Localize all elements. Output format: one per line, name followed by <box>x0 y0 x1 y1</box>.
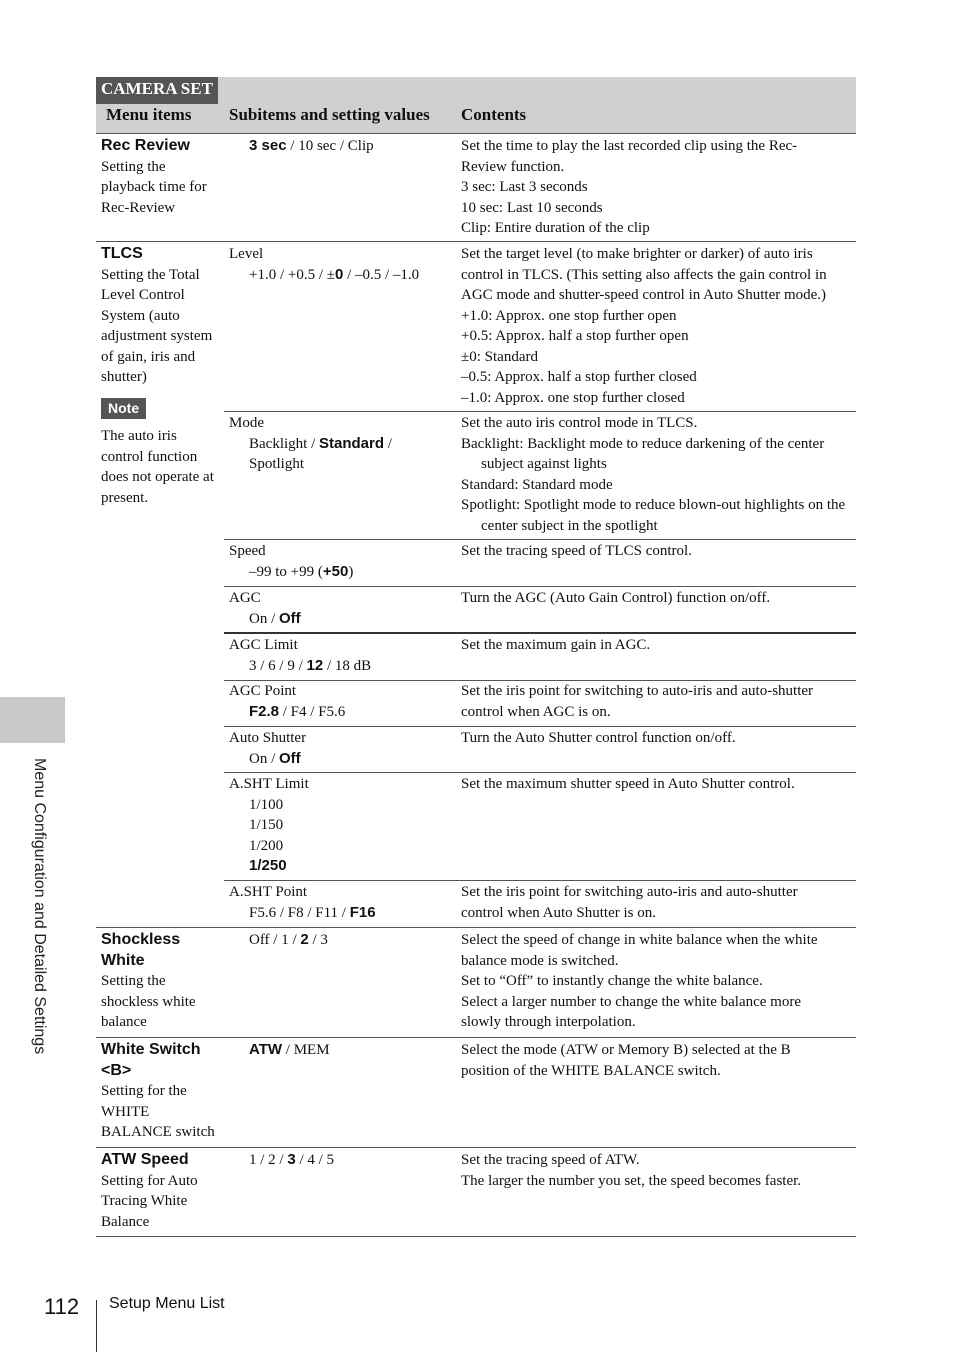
contents-line: Set the iris point for switching auto-iris and auto-shutter <box>461 884 798 900</box>
menu-item-desc: adjustment system <box>101 328 213 344</box>
divider <box>224 726 856 727</box>
subitem-name: AGC Limit <box>229 637 298 653</box>
menu-item-atw-speed <box>101 1150 225 1232</box>
subitem-mode <box>229 413 449 475</box>
contents-line: Review function. <box>461 158 565 175</box>
menu-item-desc: Rec-Review <box>101 199 176 216</box>
contents-line: Standard: Standard mode <box>461 476 613 493</box>
menu-item-desc: playback time for <box>101 179 207 195</box>
settings-table <box>96 77 856 1237</box>
value-options: On / <box>249 610 279 627</box>
divider <box>224 539 856 540</box>
subitem-name: Mode <box>229 415 264 431</box>
divider <box>224 880 856 881</box>
footer-title: Setup Menu List <box>109 1295 225 1312</box>
contents-line: Set the auto iris control mode in TLCS. <box>461 415 698 431</box>
menu-item-desc: System (auto <box>101 307 180 324</box>
note-line: control function <box>101 448 198 465</box>
subitem-agc-point <box>229 681 449 722</box>
menu-item-title: White <box>101 951 145 969</box>
contents-agc: Turn the AGC (Auto Gain Control) function on/off. <box>461 590 771 606</box>
menu-item-desc: Setting the <box>101 973 166 989</box>
subitem-auto-shutter <box>229 728 449 769</box>
menu-item-rec-review <box>101 136 225 218</box>
contents-line: control when Auto Shutter is on. <box>461 904 656 921</box>
value-options: / F4 / F5.6 <box>279 703 346 720</box>
note-line: does not operate at <box>101 469 214 485</box>
value-options: / 4 / 5 <box>295 1152 335 1168</box>
subitem-speed <box>229 541 449 582</box>
value-options: Backlight / <box>249 435 319 452</box>
contents-line: control when AGC is on. <box>461 703 611 720</box>
subitem-level <box>229 244 449 285</box>
menu-item-shockless-white <box>101 930 225 1033</box>
menu-item-desc: of gain, iris and <box>101 348 196 365</box>
menu-item-title: TLCS <box>101 245 143 262</box>
subitem-name: Level <box>229 246 264 262</box>
value-options: / –0.5 / –1.0 <box>343 266 420 283</box>
contents-asht-point <box>461 882 853 923</box>
contents-asht-limit: Set the maximum shutter speed in Auto Shutter control. <box>461 776 795 792</box>
value-options: On / <box>249 750 279 767</box>
contents-line: Set the target level (to make brighter or darker) of auto iris <box>461 246 813 262</box>
default-value: F2.8 <box>249 702 280 720</box>
contents-line: –1.0: Approx. one stop further closed <box>461 389 685 406</box>
side-tab <box>0 697 65 743</box>
menu-item-title: Rec Review <box>101 137 190 154</box>
contents-cell <box>461 1150 853 1191</box>
default-value: 0 <box>335 265 344 283</box>
contents-line: Set the iris point for switching to auto-iris and auto-shutter <box>461 683 814 699</box>
setting-values <box>229 1150 469 1171</box>
menu-item-desc: Setting for Auto <box>101 1172 198 1189</box>
contents-line: Select a larger number to change the white balance more <box>461 993 801 1010</box>
contents-level <box>461 244 853 408</box>
menu-item-white-switch <box>101 1040 225 1143</box>
menu-item-desc: WHITE <box>101 1103 150 1120</box>
divider <box>224 632 856 634</box>
default-value: 2 <box>300 931 309 948</box>
default-value: 12 <box>306 656 324 674</box>
default-value: ATW <box>249 1041 283 1058</box>
menu-item-desc: Balance <box>101 1213 150 1230</box>
subitem-name: Auto Shutter <box>229 730 307 746</box>
contents-line: –0.5: Approx. half a stop further closed <box>461 369 697 385</box>
default-value: 3 <box>287 1151 296 1168</box>
value-option: 1/100 <box>249 796 284 813</box>
contents-line: +1.0: Approx. one stop further open <box>461 307 677 324</box>
contents-line: ±0: Standard <box>461 348 538 365</box>
value-option: 1/150 <box>249 817 284 833</box>
menu-item-title: White Switch <box>101 1041 201 1058</box>
subitem-name: AGC <box>229 590 261 606</box>
contents-line: Set the tracing speed of ATW. <box>461 1152 640 1168</box>
default-value: +50 <box>322 562 349 580</box>
table-row-white-switch <box>96 1037 856 1147</box>
contents-line: control in TLCS. (This setting also affects the gain control in <box>461 266 827 283</box>
setting-values <box>229 136 469 157</box>
contents-speed: Set the tracing speed of TLCS control. <box>461 543 692 559</box>
contents-line: Set to “Off” to instantly change the white balance. <box>461 973 763 989</box>
note-text <box>101 426 225 508</box>
menu-item-desc: shockless white <box>101 993 196 1010</box>
contents-cell <box>461 1040 853 1081</box>
menu-item-desc: Level Control <box>101 287 185 303</box>
contents-agc-point <box>461 681 853 722</box>
note-line: present. <box>101 489 149 506</box>
default-value: F16 <box>349 903 376 921</box>
subitem-asht-point <box>229 882 449 923</box>
value-options: / <box>384 435 392 452</box>
subitem-name: A.SHT Limit <box>229 776 309 792</box>
value-options: / 10 sec / Clip <box>286 138 374 154</box>
table-row-rec-review <box>96 134 856 241</box>
contents-line: 10 sec: Last 10 seconds <box>461 199 603 216</box>
setting-values <box>229 930 469 951</box>
divider <box>224 586 856 587</box>
contents-line: Backlight: Backlight mode to reduce darkening of the center subject against lights <box>461 435 825 472</box>
divider <box>224 772 856 773</box>
contents-line: Select the speed of change in white balance when the white <box>461 932 818 948</box>
divider <box>224 411 856 412</box>
value-options: Spotlight <box>249 456 305 472</box>
menu-item-desc: Tracing White <box>101 1193 188 1209</box>
contents-line: Select the mode (ATW or Memory B) selected at the B <box>461 1042 791 1058</box>
subitem-name: AGC Point <box>229 683 297 699</box>
footer-divider <box>96 1300 97 1352</box>
value-options: Off / 1 / <box>249 932 301 948</box>
default-value: Standard <box>319 434 385 452</box>
contents-line: The larger the number you set, the speed becomes faster. <box>461 1172 802 1189</box>
contents-line: balance mode is switched. <box>461 952 619 969</box>
subitem-agc-limit <box>229 635 449 676</box>
contents-line: position of the WHITE BALANCE switch. <box>461 1062 721 1079</box>
subitem-name: Speed <box>229 543 266 559</box>
contents-line: +0.5: Approx. half a stop further open <box>461 328 689 344</box>
value-option: 1/200 <box>249 837 284 854</box>
value-options: +1.0 / +0.5 / ± <box>249 266 335 283</box>
default-value: Off <box>279 749 301 767</box>
section-label: CAMERA SET <box>96 77 218 104</box>
header-menu-items: Menu items <box>106 105 192 124</box>
value-options: –99 to +99 ( <box>249 563 323 580</box>
default-value: Off <box>279 609 301 627</box>
subitem-asht-limit <box>229 774 449 877</box>
contents-cell <box>461 930 853 1033</box>
menu-item-desc: balance <box>101 1014 147 1030</box>
menu-item-desc: Setting the Total <box>101 266 200 283</box>
contents-line: 3 sec: Last 3 seconds <box>461 179 588 195</box>
contents-auto-shutter: Turn the Auto Shutter control function on/off. <box>461 730 736 746</box>
table-header <box>96 77 856 134</box>
menu-item-tlcs <box>101 244 225 508</box>
menu-item-title: ATW Speed <box>101 1151 189 1168</box>
page-number: 112 <box>44 1294 80 1319</box>
contents-line: AGC mode and shutter-speed control in Auto Shutter mode.) <box>461 287 827 303</box>
default-value: 1/250 <box>249 857 287 874</box>
header-subitems: Subitems and setting values <box>229 105 430 124</box>
value-options: / 18 dB <box>323 657 372 674</box>
table-row-tlcs <box>96 241 856 927</box>
value-options: F5.6 / F8 / F11 / <box>249 904 350 921</box>
value-options: / 3 <box>308 932 328 948</box>
contents-line: Spotlight: Spotlight mode to reduce blown-out highlights on the center subject in the spotlight <box>461 497 846 534</box>
menu-item-desc: Setting the <box>101 158 166 175</box>
table-row-atw-speed <box>96 1147 856 1237</box>
header-contents: Contents <box>461 105 527 124</box>
default-value: 3 sec <box>249 137 287 154</box>
menu-item-desc: shutter) <box>101 369 147 385</box>
menu-item-title: <B> <box>101 1061 132 1079</box>
note-label: Note <box>101 398 146 419</box>
subitem-name: A.SHT Point <box>229 884 308 900</box>
setting-values <box>229 1040 469 1061</box>
contents-line: Clip: Entire duration of the clip <box>461 220 650 236</box>
contents-line: slowly through interpolation. <box>461 1014 636 1030</box>
value-options: ) <box>348 563 354 580</box>
contents-agc-limit: Set the maximum gain in AGC. <box>461 637 651 653</box>
menu-item-title: Shockless <box>101 931 181 948</box>
value-options: / MEM <box>282 1042 330 1058</box>
contents-line: Set the time to play the last recorded clip using the Rec- <box>461 138 798 154</box>
table-row-shockless-white <box>96 927 856 1037</box>
value-options: 1 / 2 / <box>249 1152 288 1168</box>
menu-item-desc: BALANCE switch <box>101 1124 215 1140</box>
contents-mode <box>461 413 853 536</box>
subitem-agc <box>229 588 449 629</box>
side-chapter-label: Menu Configuration and Detailed Settings <box>31 758 48 1055</box>
note-line: The auto iris <box>101 428 177 444</box>
value-options: 3 / 6 / 9 / <box>249 657 307 674</box>
menu-item-desc: Setting for the <box>101 1083 187 1099</box>
contents-cell <box>461 136 853 239</box>
